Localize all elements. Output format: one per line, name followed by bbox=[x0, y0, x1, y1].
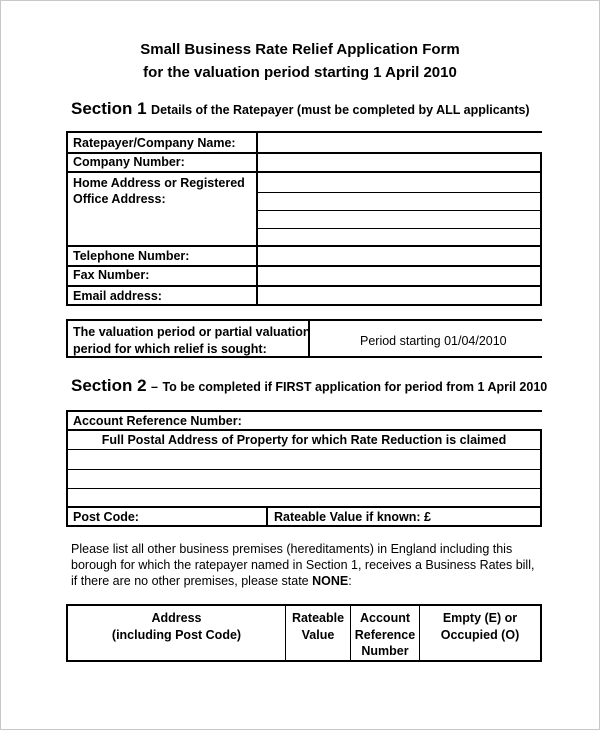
occupancy-status-header bbox=[420, 610, 540, 643]
rateable-header-line1: Rateable bbox=[291, 611, 345, 625]
other-premises-note bbox=[71, 541, 541, 589]
valuation-label-line2: period for which relief is sought: bbox=[73, 342, 267, 356]
rateable-value-header bbox=[286, 610, 350, 643]
fax-label: Fax Number: bbox=[73, 268, 150, 282]
section2-dash: – bbox=[151, 380, 158, 394]
company-number-label: Company Number: bbox=[73, 155, 185, 169]
section1-label: Section 1 bbox=[71, 99, 147, 118]
note-end: : bbox=[348, 574, 352, 588]
other-premises-note-text: Please list all other business premises (hereditaments) in England including this borough for which the ratepayer named in Section 1, receives a Business Rates bill, if there are no other premises, please state bbox=[71, 542, 535, 588]
valuation-label-line1: The valuation period or partial valuation bbox=[73, 325, 311, 339]
rateable-header-line2: Value bbox=[301, 627, 335, 642]
form-subtitle: for the valuation period starting 1 April 2010 bbox=[143, 64, 457, 81]
address-label-line2: Office Address: bbox=[73, 192, 166, 206]
account-header-line3: Number bbox=[361, 644, 409, 658]
telephone-label: Telephone Number: bbox=[73, 249, 190, 263]
post-code-label: Post Code: bbox=[73, 510, 139, 524]
account-reference-header bbox=[351, 610, 419, 660]
email-label: Email address: bbox=[73, 289, 162, 303]
section2-description: To be completed if FIRST application for period from 1 April 2010 bbox=[162, 380, 548, 394]
premises-address-header bbox=[68, 610, 285, 643]
valuation-period-value: Period starting 01/04/2010 bbox=[360, 334, 507, 348]
none-emphasis: NONE bbox=[312, 574, 349, 588]
form-title: Small Business Rate Relief Application Form bbox=[140, 41, 460, 58]
address-header-line1: Address bbox=[151, 611, 202, 625]
ratepayer-name-label: Ratepayer/Company Name: bbox=[73, 136, 236, 150]
section1-heading bbox=[71, 99, 530, 119]
address-label-line1: Home Address or Registered bbox=[73, 176, 245, 190]
account-header-line1: Account bbox=[360, 611, 410, 625]
section2-label: Section 2 bbox=[71, 376, 147, 395]
status-header-line1: Empty (E) or bbox=[442, 611, 518, 625]
account-reference-label: Account Reference Number: bbox=[73, 414, 242, 428]
section2-heading bbox=[71, 376, 547, 396]
section1-description: Details of the Ratepayer (must be completed by ALL applicants) bbox=[151, 103, 530, 117]
rateable-value-label: Rateable Value if known: £ bbox=[274, 510, 431, 524]
postal-address-header: Full Postal Address of Property for which Rate Reduction is claimed bbox=[101, 433, 507, 447]
account-header-line2: Reference bbox=[354, 627, 416, 642]
status-header-line2: Occupied (O) bbox=[440, 627, 520, 642]
address-header-line2: (including Post Code) bbox=[111, 627, 242, 642]
